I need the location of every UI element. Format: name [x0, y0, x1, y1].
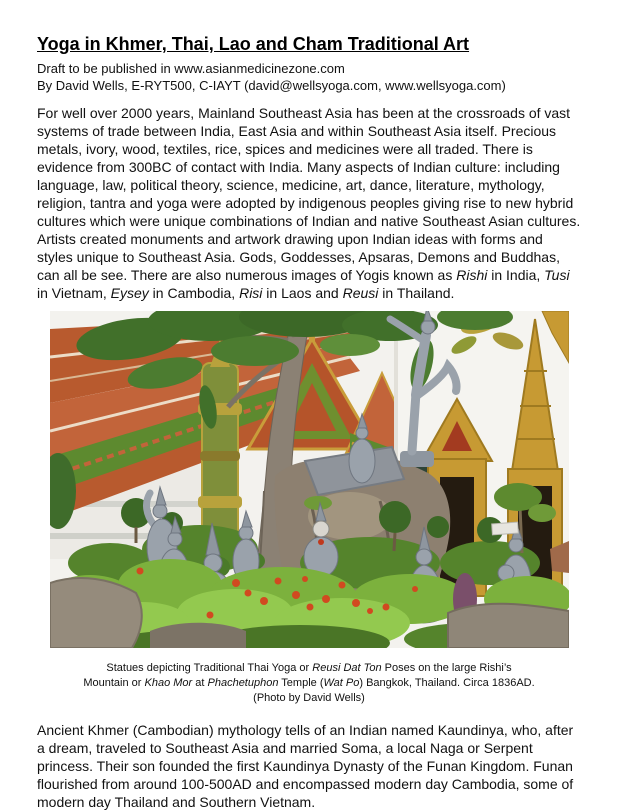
intro-run: For well over 2000 years, Mainland Southeast Asia has been at the crossroads of vast systems of trade between India, East Asia and within Southeast Asia itself. Precious metals, ivory, wood, textiles, rice, spices and medicines were all traded. There is evidence from 300BC of contact with India. Many aspects of Indian culture: including language, law, political theory, science, medicine, art, dance, literature, mythology, religion, tantra and yoga were adopted by indigenous peoples giving rise to new hybrid cultures which were unique combinations of Indian and native Southeast Asian cultures. Artists created monuments and artwork drawing upon Indian ideas with forms and styles unique to Southeast Asia. Gods, Goddesses, Apsaras, Demons and Buddhas, can all be see. There are also numerous images of Yogis known as: [37, 105, 581, 283]
caption-run: ) Bangkok, Thailand. Circa 1836AD. (Photo by David Wells): [253, 677, 535, 704]
term-eysey: Eysey: [110, 285, 149, 301]
term-rishi: Rishi: [456, 267, 488, 283]
photo-caption: [83, 661, 535, 706]
intro-run: in India,: [487, 267, 545, 283]
intro-run: in Thailand.: [378, 285, 455, 301]
intro-run: in Laos and: [262, 285, 343, 301]
chedi-column: [198, 339, 242, 543]
caption-term: Reusi Dat Ton: [312, 662, 382, 674]
caption-term: Wat Po: [323, 677, 360, 689]
caption-term: Khao Mor: [144, 677, 193, 689]
author-line: By David Wells, E-RYT500, C-IAYT (david@wellsyoga.com, www.wellsyoga.com): [37, 78, 506, 93]
caption-term: Phachetuphon: [207, 677, 279, 689]
page-title: Yoga in Khmer, Thai, Lao and Cham Traditional Art: [37, 34, 470, 54]
photo-statues-temple: [50, 311, 569, 706]
khmer-paragraph: Ancient Khmer (Cambodian) mythology tells of an Indian named Kaundinya, who, after a dream, traveled to Southeast Asia and married Soma, a local Naga or Serpent princess. Their son founded the first Kaundinya Dynasty of the Funan Kingdom. Funan flourished from around 100-500AD and encompassed modern day Cambodia, some of modern day Thailand and Southern Vietnam.: [37, 722, 574, 810]
photo-illustration: [50, 311, 569, 648]
intro-paragraph: [37, 104, 581, 302]
term-risi: Risi: [239, 285, 263, 301]
caption-run: at: [192, 677, 208, 689]
term-reusi: Reusi: [342, 285, 379, 301]
caption-run: Poses on the large Rishi’s Mountain or: [83, 662, 512, 689]
caption-run: Statues depicting Traditional Thai Yoga or: [106, 662, 313, 674]
intro-run: in Vietnam,: [37, 285, 111, 301]
publish-note: Draft to be published in www.asianmedicinezone.com: [37, 61, 345, 76]
term-tusi: Tusi: [544, 267, 570, 283]
intro-run: in Cambodia,: [148, 285, 240, 301]
caption-run: Temple (: [278, 677, 324, 689]
